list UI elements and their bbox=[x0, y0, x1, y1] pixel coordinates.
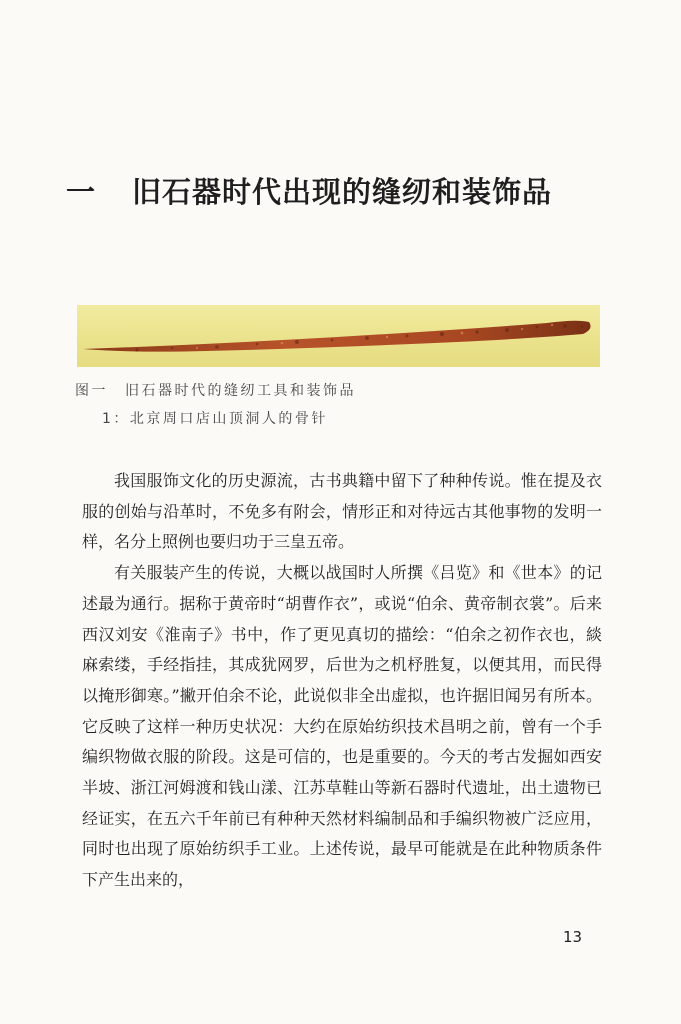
needle-shape bbox=[83, 321, 591, 352]
figure-item-caption: 1：北京周口店山顶洞人的骨针 bbox=[102, 411, 328, 427]
chapter-number: 一 bbox=[66, 175, 97, 209]
paragraph: 我国服饰文化的历史源流，古书典籍中留下了种种传说。惟在提及衣服的创始与沿革时，不免多有附会，情形正和对待远古其他事物的发明一样，名分上照例也要归功于三皇五帝。 bbox=[82, 471, 602, 552]
bone-needle-illustration bbox=[77, 305, 600, 367]
page-number: 13 bbox=[563, 928, 583, 946]
bone-needle-photo bbox=[77, 305, 600, 367]
chapter-title bbox=[66, 170, 552, 211]
figure-caption bbox=[75, 380, 356, 400]
chapter-title-text: 旧石器时代出现的缝纫和装饰品 bbox=[132, 175, 553, 209]
figure-caption-text: 旧石器时代的缝纫工具和装饰品 bbox=[125, 383, 356, 399]
body-text bbox=[82, 466, 602, 896]
paragraph: 有关服装产生的传说，大概以战国时人所撰《吕览》和《世本》的记述最为通行。据称于黄帝时“胡曹作衣”，或说“伯余、黄帝制衣裳”。后来西汉刘安《淮南子》书中，作了更见真切的描绘：“伯余之初作衣也，緂麻索缕，手经指挂，其成犹网罗，后世为之机杼胜复，以便其用，而民得以掩形御寒。”撇开伯余不论，此说似非全出虚拟，也许据旧闻另有所本。它反映了这样一种历史状况：大约在原始纺织技术昌明之前，曾有一个手编织物做衣服的阶段。这是可信的，也是重要的。今天的考古发掘如西安半坡、浙江河姆渡和钱山漾、江苏草鞋山等新石器时代遗址，出土遗物已经证实，在五六千年前已有种种天然材料编制品和手编织物被广泛应用，同时也出现了原始纺织手工业。上述传说，最早可能就是在此种物质条件下产生出来的， bbox=[82, 563, 602, 890]
figure-label: 图一 bbox=[75, 383, 108, 399]
